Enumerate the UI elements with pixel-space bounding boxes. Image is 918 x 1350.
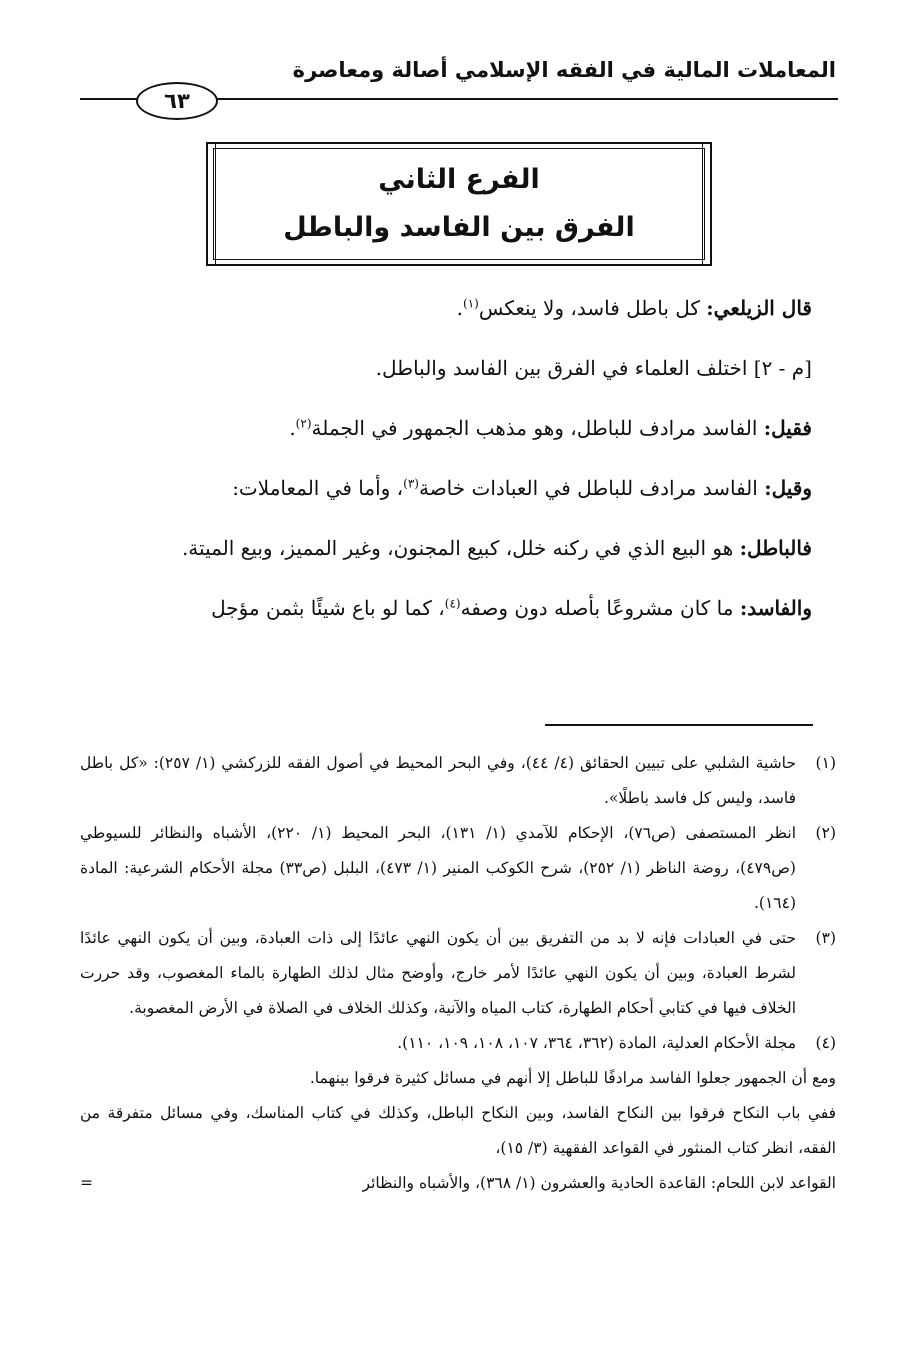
footnote-last-line xyxy=(80,1166,836,1201)
continuation-mark: = xyxy=(80,1174,93,1192)
footnote-ref: (٢) xyxy=(295,416,312,431)
footnote-text: مجلة الأحكام العدلية، المادة (٣٦٢، ٣٦٤، ١٠٧، ١٠٨، ١٠٩، ١١٠). xyxy=(397,1034,796,1052)
footnote-text: انظر المستصفى (ص٧٦)، الإحكام للآمدي (١/ ١٣١)، البحر المحيط (١/ ٢٢٠)، الأشباه والنظائر للسيوطي (ص٤٧٩)، روضة الناظر (١/ ٢٥٢)، شرح الكوكب المنير (١/ ٤٧٣)، البلبل (ص٣٣) مجلة الأحكام الشرعية: المادة (١٦٤). xyxy=(80,824,796,912)
paragraph-text: هو البيع الذي في ركنه خلل، كبيع المجنون، وغير المميز، وبيع الميتة. xyxy=(181,536,740,560)
body-text xyxy=(80,278,812,638)
paragraph xyxy=(80,518,812,578)
footnote-number: (١) xyxy=(815,754,836,772)
paragraph-tail: ، وأما في المعاملات: xyxy=(232,476,404,500)
page-number: ٦٣ xyxy=(136,82,218,120)
paragraph xyxy=(80,458,812,518)
footnote-continuation: ومع أن الجمهور جعلوا الفاسد مرادفًا للباطل إلا أنهم في مسائل كثيرة فرقوا بينهما. xyxy=(309,1069,836,1087)
section-title-box xyxy=(206,142,712,266)
paragraph-lead: فالباطل: xyxy=(739,536,812,560)
footnote-ref: (٣) xyxy=(403,476,419,491)
paragraph-text: [م - ٢] اختلف العلماء في الفرق بين الفاسد والباطل. xyxy=(375,356,812,380)
footnote xyxy=(80,746,836,816)
paragraph-lead: فقيل: xyxy=(763,416,812,440)
section-title: الفرع الثاني xyxy=(378,164,540,195)
paragraph-lead: وقيل: xyxy=(764,476,812,500)
footnote-continuation: ففي باب النكاح فرقوا بين النكاح الفاسد، وبين النكاح الباطل، وكذلك في كتاب المناسك، وفي مسائل متفرقة من الفقه، انظر كتاب المنثور في القواعد الفقهية (٣/ ١٥)، xyxy=(80,1104,836,1157)
paragraph xyxy=(80,278,812,338)
paragraph-tail: . xyxy=(456,296,464,320)
footnote-last-text: القواعد لابن اللحام: القاعدة الحادية والعشرون (١/ ٣٦٨)، والأشباه والنظائر xyxy=(362,1174,836,1192)
footnote-text: حاشية الشلبي على تبيين الحقائق (٤/ ٤٤)، وفي البحر المحيط في أصول الفقه للزركشي (١/ ٢٥٧): «كل باطل فاسد، وليس كل فاسد باطلًا». xyxy=(80,754,796,807)
paragraph-tail: . xyxy=(289,416,296,440)
footnote-ref: (٤) xyxy=(444,596,461,611)
footnote xyxy=(80,1026,836,1061)
paragraph-text: الفاسد مرادف للباطل في العبادات خاصة xyxy=(418,476,765,500)
paragraph-lead: قال الزيلعي: xyxy=(706,296,812,320)
paragraph xyxy=(80,398,812,458)
footnote-text: حتى في العبادات فإنه لا بد من التفريق بين أن يكون النهي عائدًا إلى ذات العبادة، وبين أن يكون النهي عائدًا لشرط العبادة، وبين أن يكون النهي عائدًا لأمر خارج، وأوضح مثال لذلك الطهارة بالماء المغصوب، وقد حررت الخلاف فيها في كتابي أحكام الطهارة، كتاب المياه والآنية، وكذلك الخلاف في الصلاة في الأرض المغصوبة. xyxy=(80,929,796,1017)
paragraph-text: الفاسد مرادف للباطل، وهو مذهب الجمهور في الجملة xyxy=(311,416,764,440)
footnote xyxy=(80,816,836,921)
footnotes xyxy=(80,746,836,1201)
paragraph-tail: ، كما لو باع شيئًا بثمن مؤجل xyxy=(211,596,445,620)
paragraph-text: كل باطل فاسد، ولا ينعكس xyxy=(478,296,707,320)
footnote xyxy=(80,921,836,1026)
footnote-ref: (١) xyxy=(463,296,479,311)
paragraph xyxy=(80,578,812,638)
footnote-number: (٤) xyxy=(815,1034,836,1052)
running-header: المعاملات المالية في الفقه الإسلامي أصالة ومعاصرة xyxy=(292,58,836,82)
paragraph-lead: والفاسد: xyxy=(739,596,812,620)
footnote-separator xyxy=(545,724,813,726)
section-subtitle: الفرق بين الفاسد والباطل xyxy=(283,212,635,243)
paragraph-text: ما كان مشروعًا بأصله دون وصفه xyxy=(460,596,740,620)
footnote-number: (٣) xyxy=(815,929,836,947)
footnote-number: (٢) xyxy=(815,824,836,842)
paragraph xyxy=(80,338,812,398)
